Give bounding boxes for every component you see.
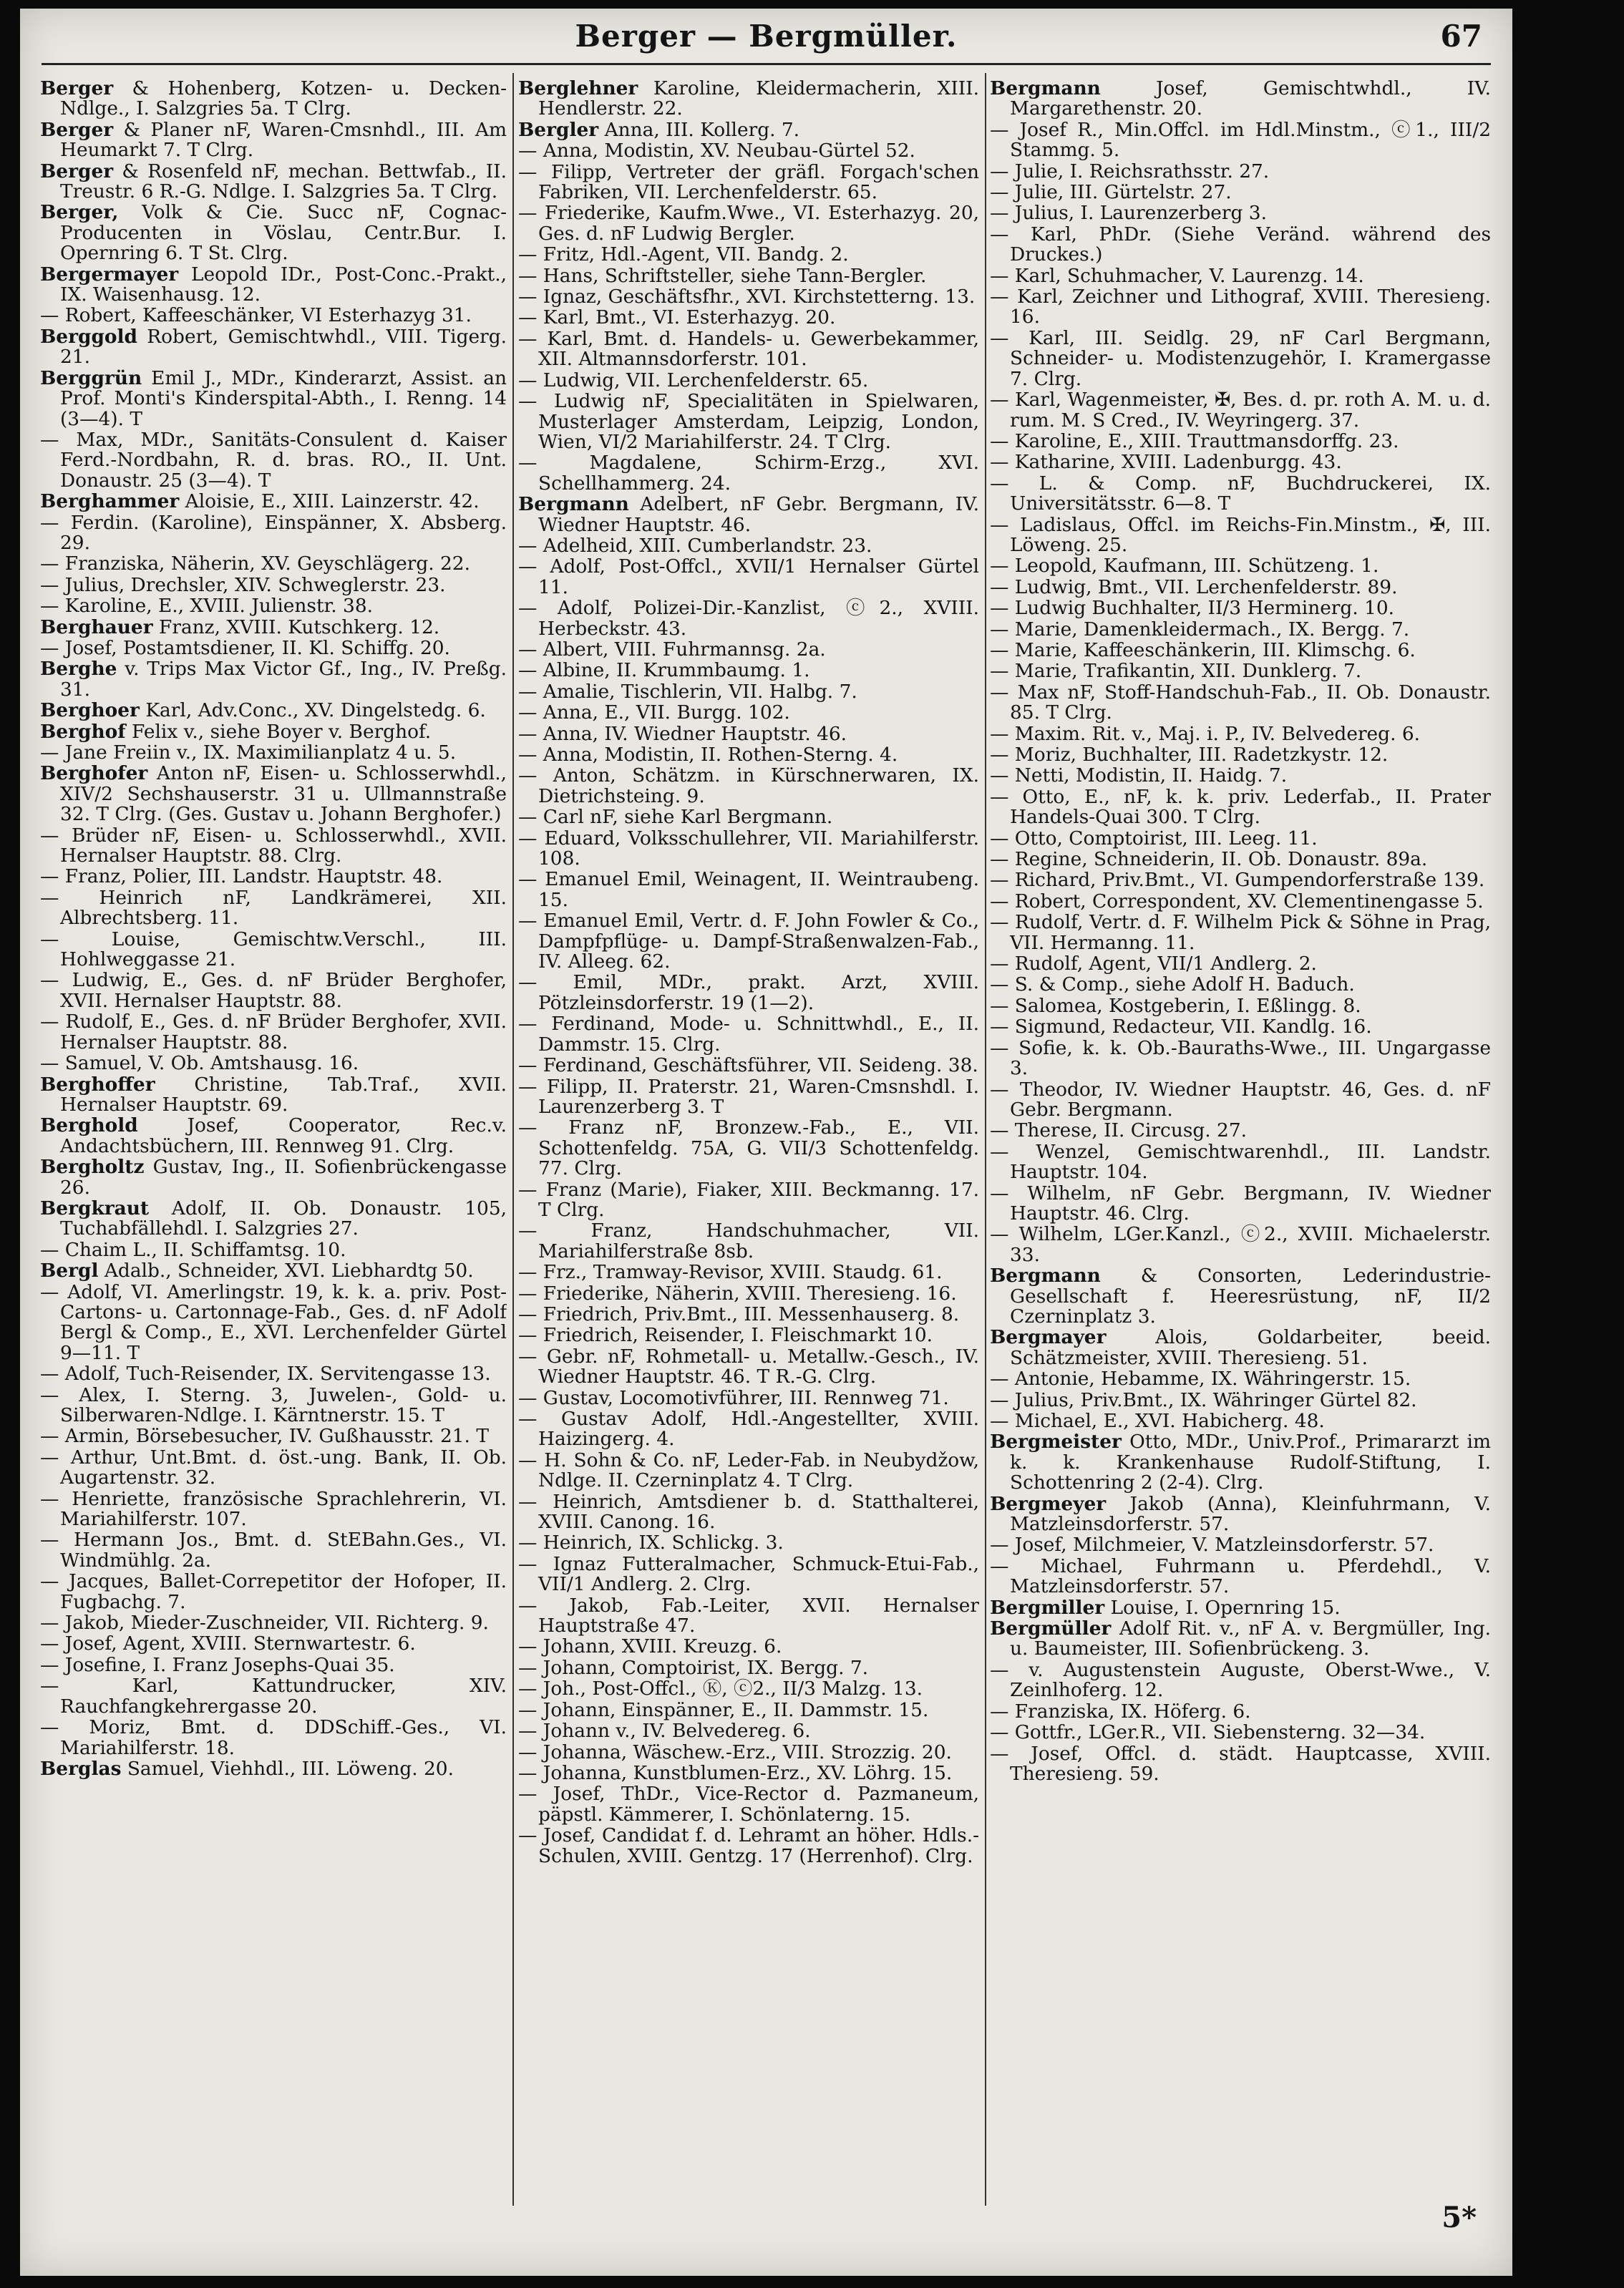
directory-entry: — Karl, Wagenmeister, ✠, Bes. d. pr. roth A. M. u. d. rum. M. S Cred., IV. Weyringerg. 37. bbox=[990, 389, 1491, 432]
directory-entry: — Heinrich, IX. Schlickg. 3. bbox=[518, 1532, 784, 1554]
directory-entry: — Ignaz, Geschäftsfhr., XVI. Kirchstetterng. 13. bbox=[518, 286, 976, 308]
directory-entry: — Johann, XVIII. Kreuzg. 6. bbox=[518, 1635, 782, 1658]
directory-entry: Berggrün Emil J., MDr., Kinderarzt, Assist. an Prof. Monti's Kinderspital-Abth., I. Renng. 14 (3—4). T bbox=[40, 366, 507, 430]
directory-entry: — Frz., Tramway-Revisor, XVIII. Staudg. 61. bbox=[518, 1261, 943, 1284]
entry-headword: Bergmayer bbox=[990, 1326, 1107, 1349]
directory-entry: — Anton, Schätzm. in Kürschnerwaren, IX. Dietrichsteing. 9. bbox=[518, 764, 979, 807]
directory-entry: Bergl Adalb., Schneider, XVI. Liebhardtg 50. bbox=[40, 1260, 474, 1282]
directory-entry: — Arthur, Unt.Bmt. d. öst.-ung. Bank, II. Ob. Augartenstr. 32. bbox=[40, 1446, 507, 1489]
directory-entry: — Louise, Gemischtw.Verschl., III. Hohlweggasse 21. bbox=[40, 928, 507, 971]
directory-entry: — Adolf, Polizei-Dir.-Kanzlist, ⓒ2., XVIII. Herbeckstr. 43. bbox=[518, 597, 979, 640]
directory-entry: — Josef R., Min.Offcl. im Hdl.Minstm., ⓒ1., III/2 Stammg. 5. bbox=[990, 118, 1491, 162]
directory-entry: Bergler Anna, III. Kollerg. 7. bbox=[518, 118, 800, 141]
entry-headword: Berggrün bbox=[40, 366, 142, 389]
directory-entry: — Josef, Agent, XVIII. Sternwartestr. 6. bbox=[40, 1632, 416, 1655]
directory-entry: — Gebr. nF, Rohmetall- u. Metallw.-Gesch., IV. Wiedner Hauptstr. 46. T R.-G. Clrg. bbox=[518, 1345, 979, 1388]
directory-entry: Bergmann & Consorten, Lederindustrie-Gesellschaft f. Heeresrüstung, nF, II/2 Czerninplatz 3. bbox=[990, 1265, 1491, 1328]
directory-entry: — Eduard, Volksschullehrer, VII. Mariahilferstr. 108. bbox=[518, 827, 979, 870]
directory-entry: — Johanna, Kunstblumen-Erz., XV. Löhrg. 15. bbox=[518, 1761, 953, 1784]
entry-headword: Bergkraut bbox=[40, 1197, 150, 1220]
entry-headword: Bergl bbox=[40, 1260, 99, 1282]
directory-entry: Berghammer Aloisie, E., XIII. Lainzerstr. 42. bbox=[40, 490, 480, 513]
directory-entry: — Michael, Fuhrmann u. Pferdehdl., V. Matzleinsdorferstr. 57. bbox=[990, 1554, 1491, 1598]
directory-entry: Berger & Hohenberg, Kotzen- u. Decken-Ndlge., I. Salzgries 5a. T Clrg. bbox=[40, 79, 507, 120]
directory-entry: — Netti, Modistin, II. Haidg. 7. bbox=[990, 764, 1288, 787]
directory-column-1 bbox=[40, 79, 507, 2211]
directory-entry: — Karl, III. Seidlg. 29, nF Carl Bergmann, Schneider- u. Modistenzugehör, I. Kramergasse 7. Clrg. bbox=[990, 326, 1491, 390]
directory-entry: — Wilhelm, LGer.Kanzl., ⓒ2., XVIII. Michaelerstr. 33. bbox=[990, 1223, 1491, 1266]
directory-entry: — Karl, PhDr. (Siehe Veränd. während des Druckes.) bbox=[990, 223, 1491, 266]
directory-entry: — L. & Comp. nF, Buchdruckerei, IX. Universitätsstr. 6—8. T bbox=[990, 472, 1491, 515]
directory-entry: — Moriz, Buchhalter, III. Radetzkystr. 12. bbox=[990, 744, 1389, 766]
directory-entry: — Adolf, VI. Amerlingstr. 19, k. k. a. priv. Post-Cartons- u. Cartonnage-Fab., Ges. d. nF Adolf Bergl & Comp., E., XVI. Lerchenfelder Gürtel 9—11. T bbox=[40, 1280, 507, 1364]
entry-headword: Bergholtz bbox=[40, 1156, 145, 1179]
directory-entry: — Filipp, II. Praterstr. 21, Waren-Cmsnshdl. I. Laurenzerberg 3. T bbox=[518, 1075, 979, 1118]
directory-entry: — Anna, IV. Wiedner Hauptstr. 46. bbox=[518, 722, 847, 745]
directory-entry: — Otto, E., nF, k. k. priv. Lederfab., II. Prater Handels-Quai 300. T Clrg. bbox=[990, 785, 1491, 829]
directory-column-3 bbox=[990, 79, 1491, 2211]
entry-headword: Bergmiller bbox=[990, 1596, 1105, 1619]
directory-entry: — Julie, III. Gürtelstr. 27. bbox=[990, 181, 1232, 204]
directory-entry: — Fritz, Hdl.-Agent, VII. Bandg. 2. bbox=[518, 243, 849, 266]
directory-entry: — Jakob, Fab.-Leiter, XVII. Hernalser Hauptstraße 47. bbox=[518, 1594, 979, 1637]
directory-entry: — Ferdinand, Geschäftsführer, VII. Seideng. 38. bbox=[518, 1054, 978, 1077]
directory-entry: — Franz, Handschuhmacher, VII. Mariahilferstraße 8sb. bbox=[518, 1220, 979, 1262]
directory-entry: Berghoffer Christine, Tab.Traf., XVII. Hernalser Hauptstr. 69. bbox=[40, 1073, 507, 1116]
directory-entry: — Marie, Trafikantin, XII. Dunklerg. 7. bbox=[990, 660, 1362, 683]
directory-entry: — Marie, Kaffeeschänkerin, III. Klimschg. 6. bbox=[990, 638, 1416, 661]
header-rule bbox=[42, 63, 1491, 65]
signature-mark: 5* bbox=[1441, 2201, 1477, 2234]
directory-entry: — Otto, Comptoirist, III. Leeg. 11. bbox=[990, 827, 1318, 850]
directory-entry: Bergmüller Adolf Rit. v., nF A. v. Bergmüller, Ing. u. Baumeister, III. Sofienbrückeng. 3. bbox=[990, 1617, 1491, 1660]
column-divider bbox=[985, 73, 986, 2206]
directory-entry: — Johann, Comptoirist, IX. Bergg. 7. bbox=[518, 1656, 869, 1679]
directory-entry: — Johanna, Wäschew.-Erz., VIII. Strozzig. 20. bbox=[518, 1741, 952, 1763]
directory-entry: — Ludwig Buchhalter, II/3 Herminerg. 10. bbox=[990, 597, 1395, 620]
directory-entry: — Marie, Damenkleidermach., IX. Bergg. 7. bbox=[990, 618, 1410, 641]
directory-entry: — Katharine, XVIII. Ladenburgg. 43. bbox=[990, 451, 1342, 474]
directory-entry: — v. Augustenstein Auguste, Oberst-Wwe., V. Zeinlhoferg. 12. bbox=[990, 1658, 1491, 1702]
directory-column-2 bbox=[518, 79, 979, 2211]
entry-headword: Berger, bbox=[40, 201, 119, 224]
directory-entry: — Filipp, Vertreter der gräfl. Forgach'schen Fabriken, VII. Lerchenfelderstr. 65. bbox=[518, 160, 979, 204]
directory-entry: Bergmayer Alois, Goldarbeiter, beeid. Schätzmeister, XVIII. Theresieng. 51. bbox=[990, 1326, 1491, 1369]
entry-headword: Berghold bbox=[40, 1114, 138, 1137]
entry-headword: Bergler bbox=[518, 118, 599, 141]
directory-entry: — Johann v., IV. Belvedereg. 6. bbox=[518, 1720, 811, 1743]
directory-entry: — Sofie, k. k. Ob.-Bauraths-Wwe., III. Ungargasse 3. bbox=[990, 1036, 1491, 1080]
entry-headword: Berglehner bbox=[518, 79, 638, 99]
directory-entry: — Heinrich nF, Landkrämerei, XII. Albrechtsberg. 11. bbox=[40, 886, 507, 930]
directory-entry: — Anna, E., VII. Burgg. 102. bbox=[518, 701, 790, 724]
directory-entry: Berglas Samuel, Viehhdl., III. Löweng. 20. bbox=[40, 1757, 454, 1780]
directory-entry: — Samuel, V. Ob. Amtshausg. 16. bbox=[40, 1052, 359, 1075]
entry-headword: Bergmann bbox=[518, 493, 629, 516]
directory-entry: — Friederike, Näherin, XVIII. Theresieng. 16. bbox=[518, 1282, 957, 1305]
directory-entry: Bergmeyer Jakob (Anna), Kleinfuhrmann, V. Matzleinsdorferstr. 57. bbox=[990, 1492, 1491, 1536]
directory-entry: Bergmann Adelbert, nF Gebr. Bergmann, IV. Wiedner Hauptstr. 46. bbox=[518, 493, 979, 536]
directory-entry: — Ludwig nF, Specialitäten in Spielwaren, Musterlager Amsterdam, Leipzig, London, Wien, VI/2 Mariahilferstr. 24. T Clrg. bbox=[518, 390, 979, 453]
directory-entry: — Maxim. Rit. v., Maj. i. P., IV. Belvedereg. 6. bbox=[990, 722, 1421, 745]
entry-headword: Bergmann bbox=[990, 1265, 1101, 1287]
entry-headword: Berger bbox=[40, 79, 114, 99]
directory-entry: — Ludwig, Bmt., VII. Lerchenfelderstr. 89. bbox=[990, 575, 1398, 598]
directory-entry: Berghofer Anton nF, Eisen- u. Schlosserwhdl., XIV/2 Sechshauserstr. 31 u. Ullmannstraße 32. T Clrg. (Ges. Gustav u. Johann Berghofer.) bbox=[40, 762, 507, 826]
directory-entry: — Franziska, IX. Höferg. 6. bbox=[990, 1700, 1251, 1723]
directory-entry: — Josefine, I. Franz Josephs-Quai 35. bbox=[40, 1653, 395, 1676]
entry-headword: Berghoer bbox=[40, 699, 140, 722]
directory-entry: — Karl, Bmt. d. Handels- u. Gewerbekammer, XII. Altmannsdorferstr. 101. bbox=[518, 327, 979, 371]
directory-entry: — Hermann Jos., Bmt. d. StEBahn.Ges., VI. Windmühlg. 2a. bbox=[40, 1529, 507, 1572]
directory-entry: — Robert, Correspondent, XV. Clementinengasse 5. bbox=[990, 890, 1484, 912]
directory-entry: — Ignaz Futteralmacher, Schmuck-Etui-Fab., VII/1 Andlerg. 2. Clrg. bbox=[518, 1552, 979, 1596]
directory-entry: — Ferdinand, Mode- u. Schnittwhdl., E., II. Dammstr. 15. Clrg. bbox=[518, 1013, 979, 1056]
directory-entry: — Wilhelm, nF Gebr. Bergmann, IV. Wiedner Hauptstr. 46. Clrg. bbox=[990, 1182, 1491, 1225]
directory-entry: — Franz, Polier, III. Landstr. Hauptstr. 48. bbox=[40, 865, 443, 888]
directory-entry: — Gustav Adolf, Hdl.-Angestellter, XVIII. Haizingerg. 4. bbox=[518, 1408, 979, 1451]
directory-entry: — Therese, II. Circusg. 27. bbox=[990, 1119, 1248, 1142]
directory-entry: — Rudolf, Vertr. d. F. Wilhelm Pick & Söhne in Prag, VII. Hermanng. 11. bbox=[990, 911, 1491, 954]
directory-entry: Berggold Robert, Gemischtwhdl., VIII. Tigerg. 21. bbox=[40, 325, 507, 369]
directory-entry: Berger & Planer nF, Waren-Cmsnhdl., III. Am Heumarkt 7. T Clrg. bbox=[40, 118, 507, 162]
directory-entry: — Franz (Marie), Fiaker, XIII. Beckmanng. 17. T Clrg. bbox=[518, 1178, 979, 1221]
directory-entry: — Karoline, E., XVIII. Julienstr. 38. bbox=[40, 595, 374, 618]
directory-entry: — Emil, MDr., prakt. Arzt, XVIII. Pötzleinsdorferstr. 19 (1—2). bbox=[518, 971, 979, 1014]
directory-entry: — Max nF, Stoff-Handschuh-Fab., II. Ob. Donaustr. 85. T Clrg. bbox=[990, 681, 1491, 724]
directory-entry: — Karl, Kattundrucker, XIV. Rauchfangkehrergasse 20. bbox=[40, 1675, 507, 1718]
running-header: Berger — Bergmüller. bbox=[575, 19, 958, 54]
directory-entry: Berghold Josef, Cooperator, Rec.v. Andachtsbüchern, III. Rennweg 91. Clrg. bbox=[40, 1114, 507, 1157]
directory-entry: — Anna, Modistin, XV. Neubau-Gürtel 52. bbox=[518, 140, 915, 162]
directory-entry: — Ferdin. (Karoline), Einspänner, X. Absberg. 29. bbox=[40, 511, 507, 554]
directory-entry: — Albine, II. Krummbaumg. 1. bbox=[518, 659, 810, 682]
directory-entry: — Armin, Börsebesucher, IV. Gußhausstr. 21. T bbox=[40, 1425, 489, 1448]
directory-entry: — Ludwig, E., Ges. d. nF Brüder Berghofer, XVII. Hernalser Hauptstr. 88. bbox=[40, 969, 507, 1012]
directory-entry: Bergermayer Leopold IDr., Post-Conc.-Prakt., IX. Waisenhausg. 12. bbox=[40, 263, 507, 306]
directory-entry: — Adolf, Tuch-Reisender, IX. Servitengasse 13. bbox=[40, 1363, 491, 1386]
directory-entry: — Chaim L., II. Schiffamtsg. 10. bbox=[40, 1238, 346, 1261]
directory-entry: — Franz nF, Bronzew.-Fab., E., VII. Schottenfeldg. 75A, G. VII/3 Schottenfeldg. 77. Clrg. bbox=[518, 1116, 979, 1180]
directory-entry: — Regine, Schneiderin, II. Ob. Donaustr. 89a. bbox=[990, 848, 1428, 871]
entry-headword: Berger bbox=[40, 118, 114, 141]
entry-headword: Berghammer bbox=[40, 490, 180, 513]
entry-headword: Berghof bbox=[40, 720, 126, 743]
directory-entry: — Anna, Modistin, II. Rothen-Sterng. 4. bbox=[518, 744, 898, 766]
directory-entry: — Ladislaus, Offcl. im Reichs-Fin.Minstm., ✠, III. Löweng. 25. bbox=[990, 513, 1491, 556]
directory-entry: — Rudolf, Agent, VII/1 Andlerg. 2. bbox=[990, 953, 1317, 975]
directory-entry: — Michael, E., XVI. Habicherg. 48. bbox=[990, 1410, 1325, 1432]
directory-entry: — Josef, Milchmeier, V. Matzleinsdorferstr. 57. bbox=[990, 1534, 1434, 1557]
directory-entry: — Julius, Priv.Bmt., IX. Währinger Gürtel 82. bbox=[990, 1388, 1417, 1411]
directory-entry: — Julius, I. Laurenzerberg 3. bbox=[990, 202, 1267, 225]
entry-headword: Bergmeister bbox=[990, 1431, 1122, 1454]
directory-entry: — Karl, Zeichner und Lithograf, XVIII. Theresieng. 16. bbox=[990, 286, 1491, 328]
directory-entry: — Antonie, Hebamme, IX. Währingerstr. 15. bbox=[990, 1368, 1411, 1391]
directory-entry: — Richard, Priv.Bmt., VI. Gumpendorferstraße 139. bbox=[990, 869, 1485, 892]
directory-entry: — Joh., Post-Offcl., Ⓚ, ⓒ2., II/3 Malzg. 13. bbox=[518, 1678, 923, 1700]
directory-entry: — H. Sohn & Co. nF, Leder-Fab. in Neubydžow, Ndlge. II. Czerninplatz 4. T Clrg. bbox=[518, 1449, 979, 1492]
directory-entry: — Theodor, IV. Wiedner Hauptstr. 46, Ges. d. nF Gebr. Bergmann. bbox=[990, 1078, 1491, 1121]
directory-entry: Berger & Rosenfeld nF, mechan. Bettwfab., II. Treustr. 6 R.-G. Ndlge. I. Salzgries 5a. T Clrg. bbox=[40, 160, 507, 203]
directory-entry: — Gustav, Locomotivführer, III. Rennweg 71. bbox=[518, 1386, 949, 1409]
directory-entry: — Brüder nF, Eisen- u. Schlosserwhdl., XVII. Hernalser Hauptstr. 88. Clrg. bbox=[40, 824, 507, 867]
directory-entry: Berger, Volk & Cie. Succ nF, Cognac-Producenten in Vöslau, Centr.Bur. I. Opernring 6. T St. Clrg. bbox=[40, 201, 507, 265]
directory-entry: — Wenzel, Gemischtwarenhdl., III. Landstr. Hauptstr. 104. bbox=[990, 1140, 1491, 1184]
directory-entry: — Gottfr., LGer.R., VII. Siebensterng. 32—34. bbox=[990, 1721, 1426, 1744]
directory-entry: — Amalie, Tischlerin, VII. Halbg. 7. bbox=[518, 680, 857, 703]
directory-entry: Berghof Felix v., siehe Boyer v. Berghof. bbox=[40, 720, 432, 743]
directory-entry: — Karoline, E., XIII. Trauttmansdorffg. 23. bbox=[990, 429, 1399, 452]
directory-entry: — Friederike, Kaufm.Wwe., VI. Esterhazyg. 20, Ges. d. nF Ludwig Bergler. bbox=[518, 202, 979, 245]
directory-entry: — Henriette, französische Sprachlehrerin, VI. Mariahilferstr. 107. bbox=[40, 1487, 507, 1531]
directory-entry: — Carl nF, siehe Karl Bergmann. bbox=[518, 806, 833, 829]
directory-entry: Bergholtz Gustav, Ing., II. Sofienbrückengasse 26. bbox=[40, 1156, 507, 1199]
directory-entry: — Josef, Candidat f. d. Lehramt an höher. Hdls.-Schulen, XVIII. Gentzg. 17 (Herrenhof). Clrg. bbox=[518, 1824, 979, 1867]
directory-entry: — Albert, VIII. Fuhrmannsg. 2a. bbox=[518, 638, 826, 661]
entry-headword: Berggold bbox=[40, 325, 137, 348]
directory-entry: — Jakob, Mieder-Zuschneider, VII. Richterg. 9. bbox=[40, 1612, 489, 1635]
directory-entry: — Josef, Postamtsdiener, II. Kl. Schiffg. 20. bbox=[40, 636, 450, 659]
directory-entry: Bergmiller Louise, I. Opernring 15. bbox=[990, 1596, 1341, 1619]
directory-entry: — S. & Comp., siehe Adolf H. Baduch. bbox=[990, 973, 1355, 996]
directory-entry: — Emanuel Emil, Weinagent, II. Weintraubeng. 15. bbox=[518, 868, 979, 911]
directory-entry: — Julius, Drechsler, XIV. Schweglerstr. 23. bbox=[40, 573, 446, 596]
directory-entry: — Friedrich, Priv.Bmt., III. Messenhauserg. 8. bbox=[518, 1303, 960, 1325]
directory-entry: — Hans, Schriftsteller, siehe Tann-Bergler. bbox=[518, 264, 927, 287]
directory-entry: Berglehner Karoline, Kleidermacherin, XIII. Hendlerstr. 22. bbox=[518, 79, 979, 120]
entry-headword: Bergmüller bbox=[990, 1617, 1112, 1640]
directory-entry: — Leopold, Kaufmann, III. Schützeng. 1. bbox=[990, 555, 1379, 578]
directory-entry: — Heinrich, Amtsdiener b. d. Statthalterei, XVIII. Canong. 16. bbox=[518, 1490, 979, 1534]
directory-entry: — Max, MDr., Sanitäts-Consulent d. Kaiser Ferd.-Nordbahn, R. d. bras. RO., II. Unt. Donaustr. 25 (3—4). T bbox=[40, 428, 507, 492]
directory-entry: Bergmann Josef, Gemischtwhdl., IV. Margarethenstr. 20. bbox=[990, 79, 1491, 120]
directory-entry: — Jacques, Ballet-Correpetitor der Hofoper, II. Fugbachg. 7. bbox=[40, 1570, 507, 1613]
directory-entry: Berghauer Franz, XVIII. Kutschkerg. 12. bbox=[40, 615, 440, 638]
directory-entry: — Moriz, Bmt. d. DDSchiff.-Ges., VI. Mariahilferstr. 18. bbox=[40, 1716, 507, 1759]
directory-entry: — Friedrich, Reisender, I. Fleischmarkt 10. bbox=[518, 1324, 933, 1347]
directory-entry: — Salomea, Kostgeberin, I. Eßlingg. 8. bbox=[990, 994, 1361, 1017]
entry-headword: Berghofer bbox=[40, 762, 148, 785]
column-divider bbox=[512, 73, 514, 2206]
directory-entry: — Jane Freiin v., IX. Maximilianplatz 4 u. 5. bbox=[40, 741, 457, 764]
directory-entry: — Sigmund, Redacteur, VII. Kandlg. 16. bbox=[990, 1016, 1372, 1038]
page-number: 67 bbox=[1440, 19, 1482, 54]
entry-headword: Bergermayer bbox=[40, 263, 179, 286]
directory-entry: — Rudolf, E., Ges. d. nF Brüder Berghofer, XVII. Hernalser Hauptstr. 88. bbox=[40, 1011, 507, 1053]
directory-entry: Bergmeister Otto, MDr., Univ.Prof., Primararzt im k. k. Krankenhause Rudolf-Stiftung, I. Schottenring 2 (2-4). Clrg. bbox=[990, 1431, 1491, 1494]
directory-entry: Bergkraut Adolf, II. Ob. Donaustr. 105, Tuchabfällehdl. I. Salzgries 27. bbox=[40, 1197, 507, 1240]
directory-entry: — Ludwig, VII. Lerchenfelderstr. 65. bbox=[518, 369, 869, 391]
directory-entry: Berghe v. Trips Max Victor Gf., Ing., IV. Preßg. 31. bbox=[40, 658, 507, 701]
entry-headword: Berger bbox=[40, 160, 114, 182]
entry-headword: Berghoffer bbox=[40, 1073, 155, 1096]
directory-entry: — Karl, Schuhmacher, V. Laurenzg. 14. bbox=[990, 264, 1364, 287]
directory-entry: — Adolf, Post-Offcl., XVII/1 Hernalser Gürtel 11. bbox=[518, 555, 979, 598]
directory-entry: — Johann, Einspänner, E., II. Dammstr. 15. bbox=[518, 1698, 929, 1721]
entry-headword: Bergmann bbox=[990, 79, 1101, 99]
entry-headword: Berghe bbox=[40, 658, 117, 681]
directory-entry: — Josef, Offcl. d. städt. Hauptcasse, XVIII. Theresieng. 59. bbox=[990, 1742, 1491, 1785]
entry-headword: Berghauer bbox=[40, 615, 153, 638]
directory-entry: — Josef, ThDr., Vice-Rector d. Pazmaneum, päpstl. Kämmerer, I. Schönlaterng. 15. bbox=[518, 1783, 979, 1826]
directory-entry: — Adelheid, XIII. Cumberlandstr. 23. bbox=[518, 534, 872, 557]
directory-entry: — Robert, Kaffeeschänker, VI Esterhazyg 31. bbox=[40, 304, 472, 327]
directory-entry: — Magdalene, Schirm-Erzg., XVI. Schellhammerg. 24. bbox=[518, 452, 979, 495]
entry-headword: Berglas bbox=[40, 1757, 122, 1780]
directory-entry: — Alex, I. Sterng. 3, Juwelen-, Gold- u. Silberwaren-Ndlge. I. Kärntnerstr. 15. T bbox=[40, 1383, 507, 1426]
directory-page bbox=[20, 9, 1512, 2276]
directory-entry: — Karl, Bmt., VI. Esterhazyg. 20. bbox=[518, 306, 836, 329]
directory-entry: — Julie, I. Reichsrathsstr. 27. bbox=[990, 160, 1270, 182]
directory-entry: — Emanuel Emil, Vertr. d. F. John Fowler & Co., Dampfpflüge- u. Dampf-Straßenwalzen-Fab., IV. Alleeg. 62. bbox=[518, 910, 979, 973]
entry-headword: Bergmeyer bbox=[990, 1492, 1107, 1515]
directory-entry: — Franziska, Näherin, XV. Geyschlägerg. 22. bbox=[40, 552, 470, 575]
directory-entry: Berghoer Karl, Adv.Conc., XV. Dingelstedg. 6. bbox=[40, 699, 486, 722]
